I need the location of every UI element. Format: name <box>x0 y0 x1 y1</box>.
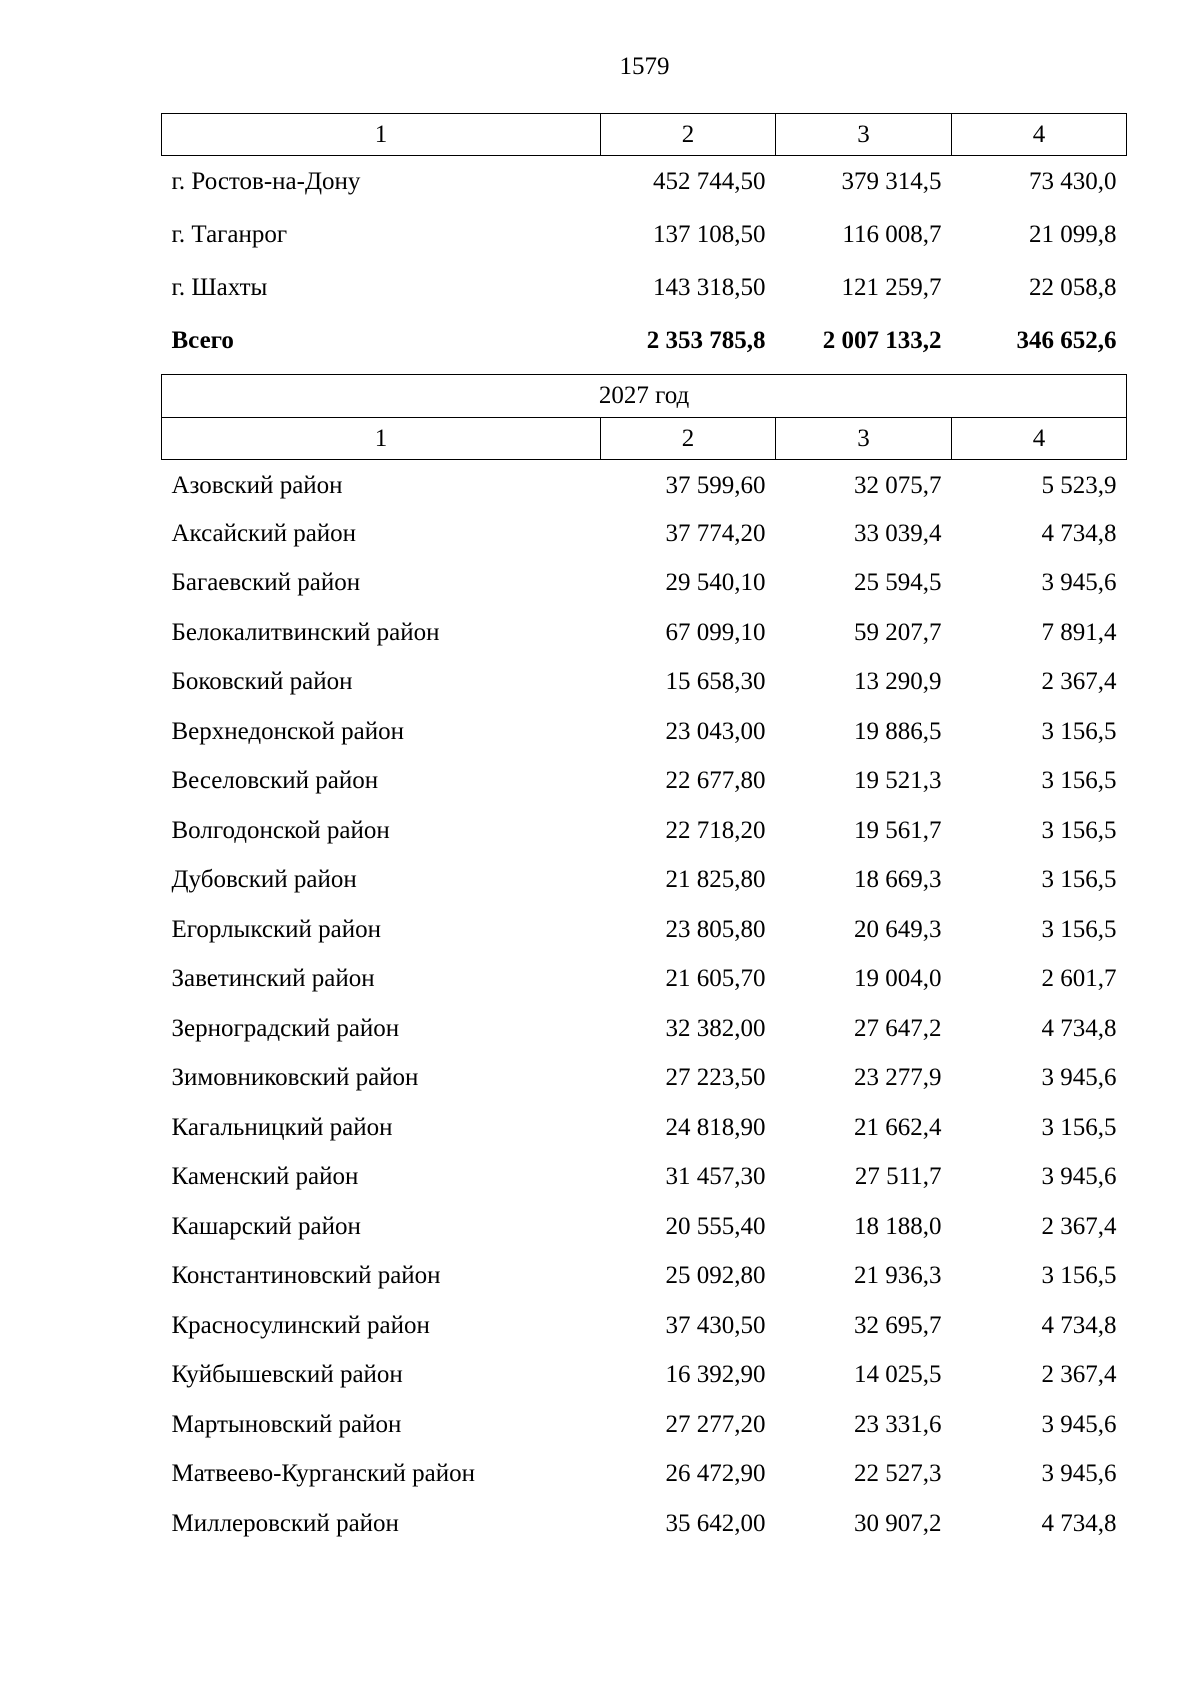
district-name: Константиновский район <box>171 1262 441 1290</box>
year-title-row <box>162 375 1127 418</box>
value-col-4: 2 367,4 <box>1041 1212 1117 1240</box>
district-name: Кагальницкий район <box>171 1113 393 1141</box>
table-row <box>162 209 1127 262</box>
table-row <box>162 559 1127 609</box>
value-col-3: 32 695,7 <box>854 1311 942 1339</box>
table-row <box>162 1153 1127 1203</box>
value-col-2: 29 540,10 <box>665 569 766 597</box>
column-number-1: 1 <box>162 418 601 460</box>
value-col-3: 13 290,9 <box>854 668 942 696</box>
table-row <box>162 1054 1127 1104</box>
value-col-2: 2 353 785,8 <box>646 327 766 354</box>
value-col-3: 18 188,0 <box>854 1212 942 1240</box>
value-col-3: 379 314,5 <box>841 168 942 196</box>
value-col-3: 21 662,4 <box>854 1113 942 1141</box>
district-name: Мартыновский район <box>171 1410 402 1438</box>
value-col-4: 3 945,6 <box>1041 569 1117 597</box>
value-col-3: 59 207,7 <box>854 618 942 646</box>
column-number-3: 3 <box>776 418 952 460</box>
value-col-4: 3 156,5 <box>1041 767 1117 795</box>
district-name: Боковский район <box>171 668 353 696</box>
value-col-2: 31 457,30 <box>665 1163 766 1191</box>
value-col-4: 3 156,5 <box>1041 1113 1117 1141</box>
value-col-2: 27 277,20 <box>665 1410 766 1438</box>
value-col-2: 21 825,80 <box>665 866 766 894</box>
value-col-4: 3 156,5 <box>1041 915 1117 943</box>
value-col-3: 22 527,3 <box>854 1460 942 1488</box>
table-row <box>162 1004 1127 1054</box>
district-name: Багаевский район <box>171 569 361 597</box>
column-number-2: 2 <box>601 114 776 156</box>
table-row <box>162 1301 1127 1351</box>
value-col-4: 2 601,7 <box>1041 965 1117 993</box>
table-row <box>162 856 1127 906</box>
table-row <box>162 1351 1127 1401</box>
table-row <box>162 806 1127 856</box>
value-col-4: 4 734,8 <box>1041 1311 1117 1339</box>
value-col-2: 16 392,90 <box>665 1361 766 1389</box>
value-col-4: 346 652,6 <box>1016 327 1117 354</box>
column-number-4: 4 <box>952 114 1127 156</box>
value-col-4: 4 734,8 <box>1041 1014 1117 1042</box>
table-row <box>162 1202 1127 1252</box>
district-name: г. Ростов-на-Дону <box>171 168 361 196</box>
district-name: Верхнедонской район <box>171 717 404 745</box>
value-col-2: 24 818,90 <box>665 1113 766 1141</box>
value-col-2: 137 108,50 <box>653 221 766 248</box>
column-number-2: 2 <box>601 418 776 460</box>
column-number-3: 3 <box>776 114 952 156</box>
value-col-3: 19 004,0 <box>854 965 942 993</box>
value-col-4: 4 734,8 <box>1041 519 1117 547</box>
table-row <box>162 1400 1127 1450</box>
value-col-4: 2 367,4 <box>1041 1361 1117 1389</box>
value-col-2: 32 382,00 <box>665 1014 766 1042</box>
district-name: Заветинский район <box>171 965 375 993</box>
value-col-3: 14 025,5 <box>854 1361 942 1389</box>
table-row <box>162 1252 1127 1302</box>
value-col-3: 19 886,5 <box>854 717 942 745</box>
value-col-3: 30 907,2 <box>854 1509 942 1537</box>
value-col-3: 25 594,5 <box>854 569 942 597</box>
value-col-2: 37 774,20 <box>665 519 766 547</box>
district-name: Красносулинский район <box>171 1311 430 1339</box>
value-col-4: 7 891,4 <box>1041 618 1117 646</box>
bottom-table <box>161 374 1127 1549</box>
district-name: Азовский район <box>171 471 343 499</box>
page-number: 1579 <box>619 53 670 80</box>
value-col-3: 23 277,9 <box>854 1064 942 1092</box>
value-col-3: 19 561,7 <box>854 816 942 844</box>
table-row <box>162 262 1127 315</box>
table-row <box>162 1499 1127 1549</box>
value-col-3: 18 669,3 <box>854 866 942 894</box>
value-col-4: 3 945,6 <box>1041 1460 1117 1488</box>
district-name: Всего <box>171 327 234 354</box>
value-col-3: 27 647,2 <box>854 1014 942 1042</box>
district-name: г. Шахты <box>171 274 268 301</box>
value-col-3: 121 259,7 <box>841 274 942 301</box>
value-col-4: 22 058,8 <box>1029 274 1117 301</box>
value-col-4: 2 367,4 <box>1041 668 1117 696</box>
column-number-row <box>162 114 1127 156</box>
table-row <box>162 757 1127 807</box>
district-name: Матвеево-Курганский район <box>171 1460 476 1488</box>
value-col-2: 37 430,50 <box>665 1311 766 1339</box>
value-col-2: 67 099,10 <box>665 618 766 646</box>
district-name: Веселовский район <box>171 767 379 795</box>
value-col-4: 3 945,6 <box>1041 1163 1117 1191</box>
bottom-table-body <box>162 460 1127 1549</box>
district-name: Каменский район <box>171 1163 359 1191</box>
district-name: Миллеровский район <box>171 1509 399 1537</box>
value-col-2: 20 555,40 <box>665 1212 766 1240</box>
value-col-2: 21 605,70 <box>665 965 766 993</box>
value-col-4: 4 734,8 <box>1041 1509 1117 1537</box>
value-col-2: 22 677,80 <box>665 767 766 795</box>
year-title: 2027 год <box>162 375 1127 418</box>
district-name: Аксайский район <box>171 519 357 547</box>
value-col-3: 20 649,3 <box>854 915 942 943</box>
district-name: Куйбышевский район <box>171 1361 403 1389</box>
value-col-2: 23 805,80 <box>665 915 766 943</box>
total-row <box>162 315 1127 368</box>
value-col-2: 15 658,30 <box>665 668 766 696</box>
value-col-2: 26 472,90 <box>665 1460 766 1488</box>
value-col-3: 23 331,6 <box>854 1410 942 1438</box>
value-col-4: 3 156,5 <box>1041 717 1117 745</box>
value-col-4: 21 099,8 <box>1029 221 1117 248</box>
table-row <box>162 905 1127 955</box>
district-name: Егорлыкский район <box>171 915 381 943</box>
value-col-4: 3 945,6 <box>1041 1410 1117 1438</box>
value-col-2: 22 718,20 <box>665 816 766 844</box>
value-col-3: 27 511,7 <box>854 1163 942 1191</box>
table-row <box>162 608 1127 658</box>
top-table <box>161 113 1127 368</box>
value-col-2: 23 043,00 <box>665 717 766 745</box>
table-row <box>162 1103 1127 1153</box>
top-table-body <box>162 156 1127 368</box>
district-name: г. Таганрог <box>171 221 288 248</box>
district-name: Белокалитвинский район <box>171 618 440 646</box>
value-col-3: 32 075,7 <box>854 471 942 499</box>
table-row <box>162 460 1127 510</box>
value-col-4: 5 523,9 <box>1041 471 1117 499</box>
table-row <box>162 707 1127 757</box>
value-col-3: 116 008,7 <box>842 221 942 248</box>
district-name: Дубовский район <box>171 866 357 894</box>
table-row <box>162 1450 1127 1500</box>
value-col-2: 27 223,50 <box>665 1064 766 1092</box>
value-col-4: 3 156,5 <box>1041 866 1117 894</box>
table-row <box>162 955 1127 1005</box>
value-col-3: 21 936,3 <box>854 1262 942 1290</box>
district-name: Зерноградский район <box>171 1014 400 1042</box>
value-col-2: 143 318,50 <box>653 274 766 301</box>
district-name: Волгодонской район <box>171 816 390 844</box>
value-col-4: 73 430,0 <box>1029 168 1117 196</box>
value-col-4: 3 156,5 <box>1041 816 1117 844</box>
column-number-row <box>162 418 1127 460</box>
value-col-3: 19 521,3 <box>854 767 942 795</box>
table-row <box>162 156 1127 209</box>
value-col-3: 2 007 133,2 <box>822 327 942 354</box>
district-name: Кашарский район <box>171 1212 361 1240</box>
column-number-1: 1 <box>162 114 601 156</box>
value-col-2: 452 744,50 <box>653 168 766 196</box>
value-col-2: 35 642,00 <box>665 1509 766 1537</box>
value-col-2: 37 599,60 <box>665 471 766 499</box>
column-number-4: 4 <box>952 418 1127 460</box>
table-row <box>162 509 1127 559</box>
value-col-2: 25 092,80 <box>665 1262 766 1290</box>
district-name: Зимовниковский район <box>171 1064 419 1092</box>
table-row <box>162 658 1127 708</box>
value-col-3: 33 039,4 <box>854 519 942 547</box>
value-col-4: 3 156,5 <box>1041 1262 1117 1290</box>
value-col-4: 3 945,6 <box>1041 1064 1117 1092</box>
